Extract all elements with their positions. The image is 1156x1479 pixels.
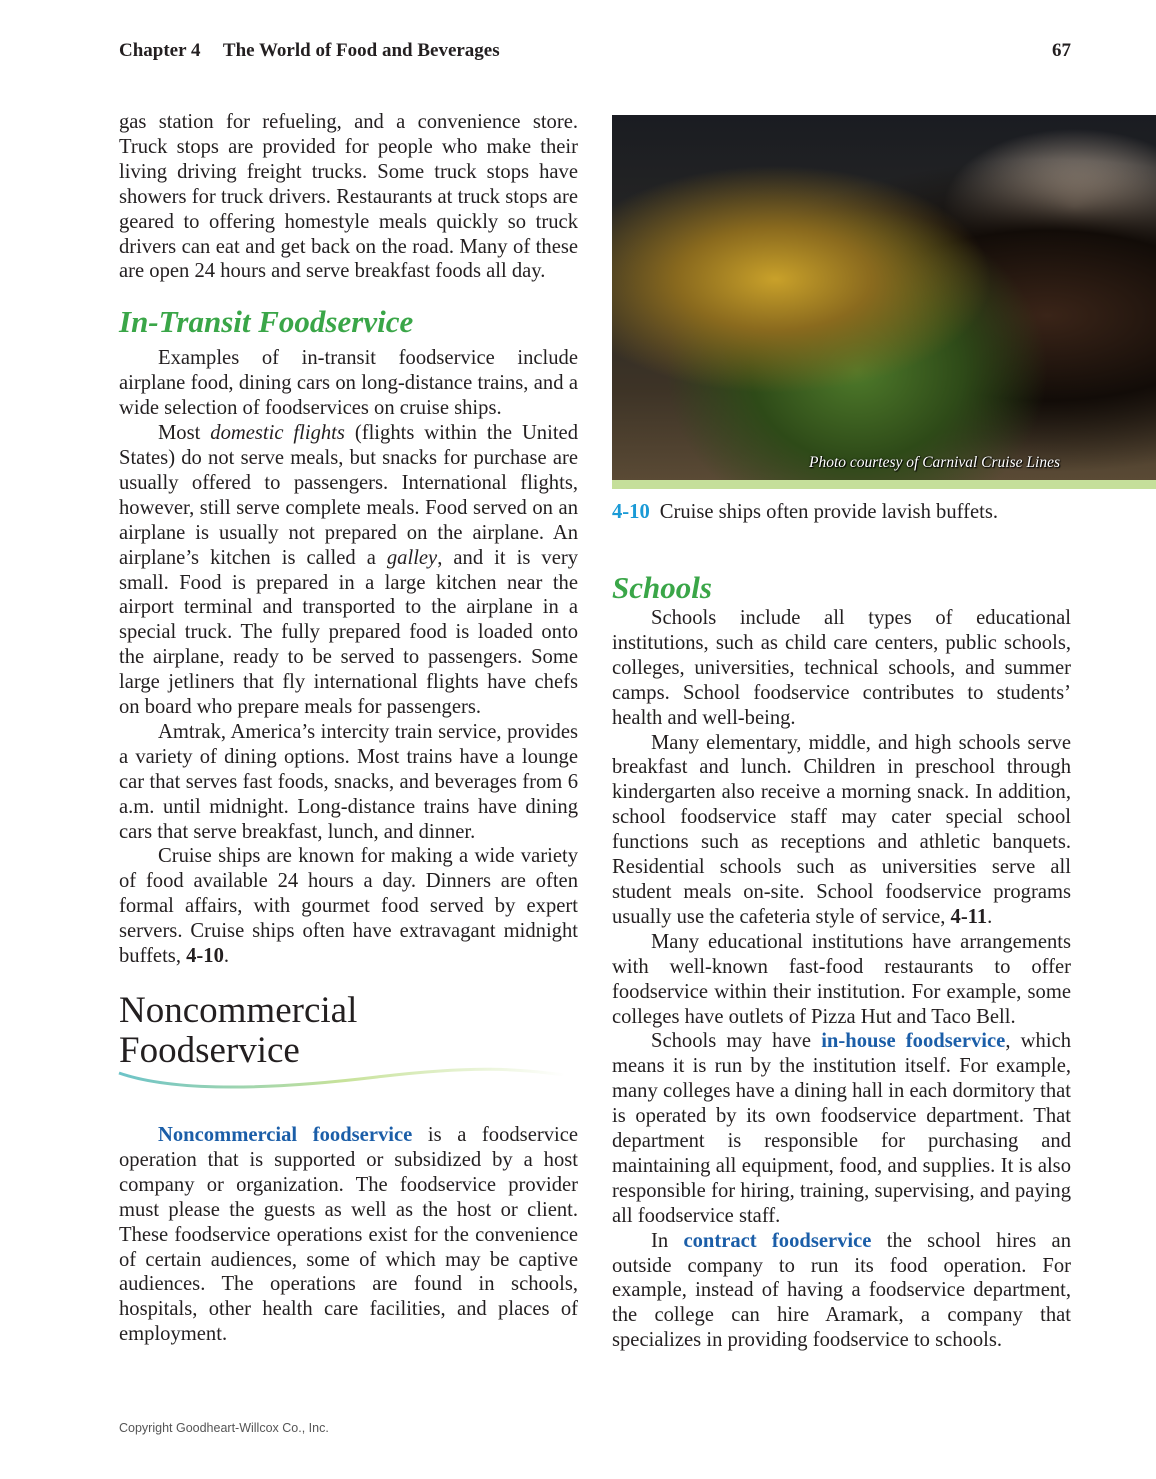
text-run: . [223,945,230,968]
text-run: Many educational institutions have arrangements with well-known fast-food restaurants to offer foodservice within their institution. For example, some colleges have outlets of Pizza Hut and Taco Bell. [612,930,1071,1028]
text-run: Schools may have [651,1030,822,1053]
text-run: (flights within the United States) do not serve meals, but snacks for purchase are usually offered to passengers. International flights, however, still serve complete meals. Food served on an airplane is usually not prepared on the airplane. An airplane’s kitchen is called a [119,422,578,569]
figure-caption-text: Cruise ships often provide lavish buffets. [659,501,998,523]
chapter-number: Chapter 4 [119,40,201,61]
paragraph [119,1123,578,1347]
paragraph [119,421,578,720]
text-run: Schools include all types of educational institutions, such as child care centers, public schools, colleges, universities, technical schools, and summer camps. School foodservice contributes to students’ health and well-being. [612,607,1071,729]
page-number: 67 [1052,40,1071,61]
text-run: Amtrak, America’s intercity train service, provides a variety of dining options. Most trains have a lounge car that serves fast foods, snacks, and beverages from 6 a.m. until midnight. Long-distance trains have dining cars that serve breakfast, lunch, and dinner. [119,720,578,843]
text-run: gas station for refueling, and a convenience store. Truck stops are provided for people who make their living driving freight trucks. Some truck stops have showers for truck drivers. Restaurants at truck stops are geared to offering homestyle meals quickly so truck drivers can eat and get back on the road. Many of these are open 24 hours and serve breakfast foods all day. [119,111,578,283]
paragraph [612,1029,1071,1228]
key-term: in-house foodservice [821,1030,1006,1053]
figure-accent-bar [612,480,1156,489]
left-column [119,110,578,1347]
figure-reference: 4-10 [186,945,224,968]
running-header [119,40,1071,62]
right-column [612,606,1071,1353]
copyright-footer: Copyright Goodheart-Willcox Co., Inc. [119,1421,329,1435]
figure-reference: 4-11 [950,905,988,928]
figure-caption [612,501,998,524]
text-run: Many elementary, middle, and high schools serve breakfast and lunch. Children in preschool through kindergarten also receive a morning snack. In addition, school foodservice staff may cater special school functions such as receptions and athletic banquets. Residential schools such as universities serve all student meals on-site. School foodservice programs usually use the cafeteria style of service, [612,731,1071,928]
italic-term: galley [386,546,438,569]
figure-number: 4-10 [612,501,650,523]
heading-line: Noncommercial [119,990,358,1031]
key-term: Noncommercial foodservice [158,1124,413,1146]
section-heading: In-Transit Foodservice [119,304,414,340]
text-run: the school hires an outside company to run its food operation. For example, instead of having a foodservice department, the college can hire Aramark, a company that specializes in providing foodservice to schools. [612,1229,1071,1352]
text-run: is a foodservice operation that is supported or subsidized by a host company or organization. The foodservice provider must please the guests as well as the host or client. These foodservice operations exist for the convenience of certain audiences, some of which may be captive audiences. The operations are found in schools, hospitals, other health care facilities, and places of employment. [119,1124,578,1346]
paragraph [119,720,578,845]
paragraph [119,844,578,969]
key-term: contract foodservice [683,1229,872,1252]
paragraph [119,110,578,284]
paragraph [119,346,578,421]
cruise-buffet-photo [612,115,1156,480]
text-run: In [651,1229,684,1252]
major-heading [119,991,578,1071]
text-run: Examples of in-transit foodservice include airplane food, dining cars on long-distance trains, and a wide selection of foodservices on cruise ships. [119,347,578,420]
text-run: . [987,905,993,928]
paragraph [612,930,1071,1030]
text-run: Cruise ships are known for making a wide variety of food available 24 hours a day. Dinners are often formal affairs, with gourmet food served by expert servers. Cruise ships often have extravagant midnight buffets, [119,845,578,968]
paragraph [612,606,1071,731]
heading-line: Foodservice [119,1030,300,1071]
text-run: Most [158,422,211,445]
paragraph [612,1229,1071,1354]
italic-term: domestic flights [210,422,345,445]
text-run: , and it is very small. Food is prepared in a large kitchen near the airport terminal and transported to the airplane in a special truck. The fully prepared food is loaded onto the airplane, ready to be served to passengers. Some large jetliners that fly international flights have chefs on board who prepare meals for passengers. [119,546,578,719]
chapter-title: The World of Food and Beverages [222,40,500,61]
section-heading-schools: Schools [612,570,712,605]
text-run: , which means it is run by the institution itself. For example, many colleges have a dining hall in each dormitory that is operated by its own foodservice department. That department is responsible for purchasing and maintaining all equipment, food, and supplies. It is also responsible for hiring, training, supervising, and paying all foodservice staff. [612,1030,1072,1227]
photo-credit: Photo courtesy of Carnival Cruise Lines [808,454,1060,471]
paragraph [612,731,1071,930]
